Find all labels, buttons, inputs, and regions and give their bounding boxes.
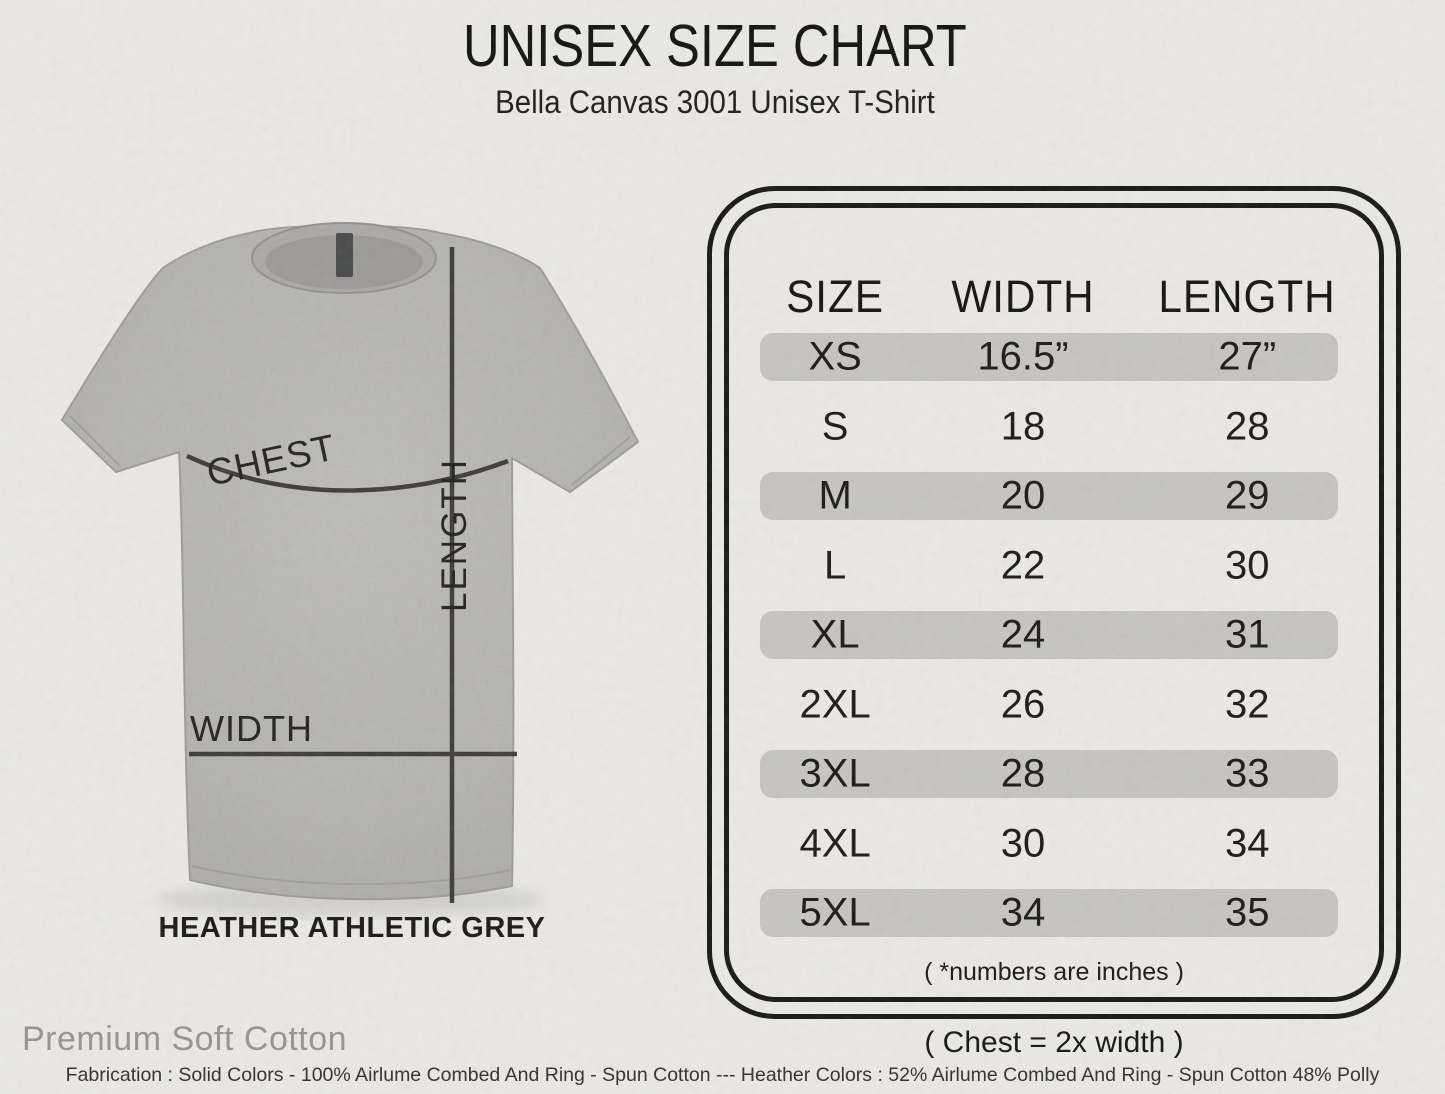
size-row-5xl [760,889,1338,937]
fabrication-note: Fabrication : Solid Colors - 100% Airlume Combed And Ring - Spun Cotton --- Heather Colors : 52% Airlume Combed And Ring - Spun Cotton 48% Polly [65,1064,1380,1086]
cell-length: 34 [1225,821,1270,865]
cell-length: 35 [1225,890,1270,935]
size-row-m [760,472,1338,520]
collar-tag [336,233,353,277]
cell-size: S [821,404,849,448]
size-row-4xl [760,820,1338,868]
table-footnote: ( *numbers are inches ) [924,958,1184,986]
cell-size: L [824,543,847,587]
size-row-3xl [760,750,1338,798]
cell-size: 5XL [799,890,871,935]
size-row-l [760,542,1338,590]
cell-size: M [818,473,852,518]
width-label: WIDTH [190,708,313,749]
cell-length: 29 [1225,473,1270,518]
cell-length: 28 [1225,404,1270,448]
cell-length: 31 [1225,612,1270,657]
size-row-2xl [760,681,1338,729]
cell-width: 16.5” [977,334,1069,379]
cell-width: 30 [1000,821,1046,865]
length-label: LENGTH [435,458,474,612]
cell-width: 18 [1000,404,1046,448]
size-row-xl [760,611,1338,659]
size-chart-box [707,186,1401,1019]
shirt-color-caption: HEATHER ATHLETIC GREY [158,912,546,944]
cell-length: 30 [1225,543,1270,587]
column-header-size: SIZE [786,271,885,322]
cell-length: 33 [1225,751,1270,796]
column-header-width: WIDTH [951,271,1095,322]
cell-width: 26 [1000,682,1046,726]
cell-size: XL [810,612,860,657]
page-subtitle [0,84,1430,121]
cell-width: 28 [1000,751,1046,796]
size-row-s [760,403,1338,451]
page-title-text: UNISEX SIZE CHART [463,13,967,79]
chest-label: CHEST [203,426,340,494]
shirt-heather-texture [40,180,680,940]
cell-length: 27” [1218,334,1277,379]
cell-size: XS [808,334,862,379]
size-chart-box-inner [724,203,1384,1002]
cell-width: 22 [1000,543,1046,587]
cell-size: 4XL [799,821,871,865]
cell-size: 2XL [799,682,871,726]
size-row-xs [760,333,1338,381]
column-header-length: LENGTH [1158,271,1336,322]
cell-width: 34 [1000,890,1046,935]
page-subtitle-text: Bella Canvas 3001 Unisex T-Shirt [495,84,935,120]
cell-length: 32 [1225,682,1270,726]
chest-note: ( Chest = 2x width ) [924,1026,1184,1059]
page-title [0,12,1430,80]
cell-width: 20 [1000,473,1046,518]
cell-size: 3XL [799,751,871,796]
table-rows [729,208,1379,997]
premium-soft-cotton-label: Premium Soft Cotton [22,1020,348,1058]
cell-width: 24 [1000,612,1046,657]
tshirt-image [0,0,700,1000]
